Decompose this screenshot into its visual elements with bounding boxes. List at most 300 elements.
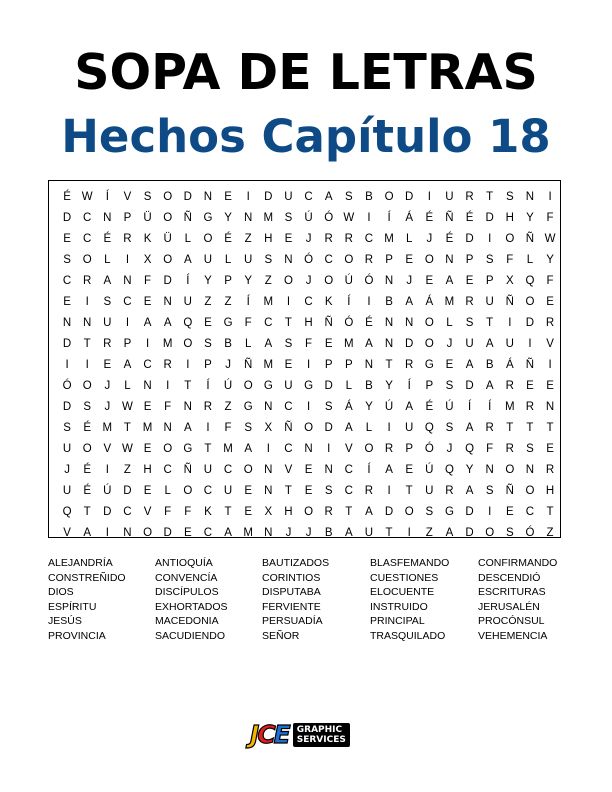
grid-cell: U	[364, 527, 374, 539]
grid-cell: N	[62, 317, 72, 329]
grid-cell: U	[465, 338, 474, 350]
grid-cell: O	[364, 443, 374, 455]
grid-cell: N	[103, 212, 112, 224]
grid-cell: R	[405, 359, 414, 371]
grid-cell: E	[284, 359, 293, 371]
grid-cell: R	[545, 464, 555, 476]
grid-cell: F	[506, 254, 514, 266]
grid-cell: E	[526, 380, 534, 392]
grid-row	[49, 481, 560, 502]
grid-cell: A	[344, 422, 353, 434]
grid-cell: S	[485, 485, 494, 497]
word-list-item: CONSTREÑIDO	[48, 571, 126, 584]
grid-row	[49, 439, 560, 460]
grid-cell: Ó	[525, 527, 535, 539]
grid-cell: F	[546, 212, 554, 224]
grid-cell: J	[64, 464, 70, 476]
word-list-item: PROCÓNSUL	[478, 615, 545, 627]
grid-cell: E	[143, 485, 152, 497]
grid-cell: J	[305, 275, 312, 287]
grid-cell: I	[186, 359, 190, 371]
grid-cell: F	[164, 506, 172, 518]
grid-cell: A	[163, 317, 172, 329]
word-list-item: PERSUADÍA	[262, 615, 323, 627]
grid-cell: Ñ	[505, 485, 514, 497]
grid-cell: Ñ	[183, 212, 192, 224]
grid-cell: S	[425, 506, 434, 518]
grid-cell: M	[263, 359, 274, 371]
grid-cell: P	[224, 275, 232, 287]
grid-cell: S	[526, 443, 534, 455]
grid-cell: J	[426, 233, 433, 245]
page-title: SOPA DE LETRAS	[74, 44, 538, 101]
grid-cell: I	[145, 338, 150, 350]
grid-cell: X	[143, 254, 152, 266]
grid-cell: Ñ	[445, 212, 454, 224]
grid-row	[49, 355, 560, 376]
grid-cell: Á	[505, 359, 514, 371]
grid-cell: U	[223, 485, 233, 497]
grid-cell: Í	[387, 212, 391, 224]
grid-cell: Y	[244, 275, 253, 287]
grid-cell: C	[143, 359, 152, 371]
grid-cell: A	[465, 422, 474, 434]
grid-cell: É	[224, 233, 232, 245]
word-list-item: ESCRITURAS	[478, 586, 546, 598]
grid-cell: N	[284, 254, 293, 266]
grid-cell: V	[284, 464, 293, 476]
grid-cell: D	[405, 338, 414, 350]
grid-cell: I	[85, 359, 89, 371]
grid-cell: U	[445, 191, 454, 203]
grid-cell: I	[327, 443, 331, 455]
grid-cell: C	[324, 254, 333, 266]
grid-cell: A	[183, 422, 192, 434]
grid-cell: N	[143, 380, 152, 392]
grid-cell: H	[304, 317, 313, 329]
grid-cell: R	[324, 506, 333, 518]
grid-cell: E	[143, 296, 152, 308]
grid-cell: I	[548, 191, 552, 203]
grid-cell: I	[508, 317, 512, 329]
grid-cell: J	[305, 527, 312, 539]
grid-row	[49, 229, 560, 250]
grid-cell: N	[123, 527, 132, 539]
grid-cell: É	[83, 464, 92, 476]
grid-cell: S	[445, 422, 454, 434]
grid-cell: O	[424, 254, 434, 266]
grid-cell: N	[384, 317, 394, 329]
grid-cell: X	[264, 422, 273, 434]
grid-cell: C	[364, 233, 374, 245]
grid-row	[49, 208, 560, 229]
grid-cell: V	[546, 338, 554, 350]
grid-row	[49, 523, 560, 544]
grid-cell: P	[405, 443, 414, 455]
grid-cell: D	[324, 422, 333, 434]
grid-cell: O	[163, 212, 173, 224]
grid-cell: T	[224, 506, 232, 518]
grid-cell: A	[344, 527, 353, 539]
grid-cell: C	[123, 296, 132, 308]
grid-cell: I	[306, 401, 311, 413]
word-list-item: DIOS	[48, 586, 74, 598]
grid-cell: O	[82, 254, 92, 266]
grid-cell: N	[485, 464, 494, 476]
grid-cell: Í	[367, 464, 371, 476]
grid-cell: S	[284, 212, 293, 224]
grid-cell: É	[445, 233, 454, 245]
grid-cell: N	[445, 254, 454, 266]
grid-cell: N	[163, 296, 172, 308]
grid-cell: W	[122, 443, 133, 455]
grid-cell: D	[123, 485, 132, 497]
grid-cell: U	[183, 296, 192, 308]
grid-cell: Á	[405, 212, 414, 224]
logo-text	[293, 723, 350, 747]
grid-cell: I	[548, 359, 552, 371]
grid-cell: O	[485, 527, 495, 539]
grid-cell: Ñ	[505, 296, 514, 308]
grid-cell: Ñ	[244, 359, 253, 371]
grid-cell: B	[485, 359, 494, 371]
grid-cell: E	[425, 275, 434, 287]
grid-cell: O	[243, 380, 253, 392]
grid-cell: P	[465, 254, 474, 266]
grid-cell: G	[263, 380, 273, 392]
grid-cell: A	[465, 359, 474, 371]
grid-cell: E	[405, 464, 414, 476]
grid-cell: A	[103, 275, 112, 287]
grid-cell: R	[384, 443, 394, 455]
grid-cell: F	[546, 275, 554, 287]
grid-cell: F	[486, 443, 494, 455]
grid-cell: Ñ	[525, 233, 535, 245]
grid-cell: D	[324, 380, 333, 392]
grid-cell: O	[525, 296, 535, 308]
grid-cell: A	[465, 485, 474, 497]
grid-cell: A	[405, 296, 414, 308]
grid-cell: Y	[546, 254, 554, 266]
grid-cell: É	[425, 401, 434, 413]
grid-cell: I	[246, 191, 250, 203]
grid-cell: E	[63, 296, 71, 308]
grid-cell: G	[304, 380, 314, 392]
grid-cell: D	[163, 527, 172, 539]
grid-cell: Q	[62, 506, 72, 518]
grid-cell: D	[525, 317, 535, 329]
grid-cell: I	[105, 464, 109, 476]
word-list-item: BLASFEMANDO	[370, 557, 450, 569]
word-list-item: EXHORTADOS	[155, 600, 228, 613]
grid-cell: L	[224, 254, 232, 266]
grid-cell: I	[387, 422, 391, 434]
grid-cell: E	[465, 275, 474, 287]
grid-cell: R	[83, 275, 92, 287]
grid-cell: A	[83, 527, 92, 539]
grid-cell: C	[123, 506, 132, 518]
grid-cell: Ú	[103, 485, 112, 497]
grid-cell: E	[505, 506, 514, 518]
grid-cell: O	[505, 464, 515, 476]
grid-cell: E	[224, 191, 232, 203]
grid-cell: É	[465, 212, 474, 224]
grid-cell: N	[264, 527, 273, 539]
grid-cell: I	[306, 359, 311, 371]
word-list-item: CONVENCÍA	[155, 571, 218, 584]
grid-row	[49, 334, 560, 355]
logo-line-2: SERVICES	[296, 735, 346, 745]
grid-cell: Z	[204, 296, 212, 308]
grid-cell: D	[485, 212, 494, 224]
grid-cell: R	[324, 233, 333, 245]
grid-cell: R	[203, 401, 213, 413]
grid-cell: A	[385, 464, 393, 476]
grid-cell: T	[284, 485, 292, 497]
grid-cell: Í	[407, 380, 411, 392]
grid-cell: U	[62, 443, 72, 455]
grid-cell: F	[224, 422, 232, 434]
grid-cell: Y	[204, 275, 212, 287]
grid-cell: U	[425, 485, 434, 497]
grid-cell: H	[505, 212, 514, 224]
grid-cell: T	[385, 527, 393, 539]
grid-cell: M	[102, 422, 113, 434]
grid-cell: D	[62, 401, 72, 413]
grid-row	[49, 376, 560, 397]
grid-cell: S	[505, 191, 514, 203]
grid-cell: S	[324, 401, 333, 413]
grid-cell: S	[143, 191, 152, 203]
grid-cell: Ó	[304, 254, 314, 266]
grid-cell: É	[365, 317, 373, 329]
grid-cell: D	[103, 506, 112, 518]
grid-cell: Y	[224, 212, 232, 224]
grid-cell: M	[142, 422, 153, 434]
word-list	[48, 556, 578, 643]
grid-cell: L	[164, 485, 171, 497]
grid-cell: O	[404, 506, 414, 518]
grid-cell: H	[264, 233, 273, 245]
word-list-item: VEHEMENCIA	[478, 629, 548, 642]
grid-cell: L	[104, 254, 111, 266]
grid-cell: U	[203, 464, 213, 476]
grid-cell: I	[286, 296, 291, 308]
grid-cell: C	[284, 401, 293, 413]
grid-cell: I	[206, 422, 210, 434]
grid-cell: K	[143, 233, 152, 245]
grid-cell: E	[546, 296, 554, 308]
grid-cell: S	[324, 485, 333, 497]
grid-cell: C	[304, 191, 313, 203]
grid-cell: Z	[264, 275, 272, 287]
grid-cell: V	[63, 527, 71, 539]
grid-cell: T	[546, 422, 554, 434]
grid-cell: W	[343, 212, 355, 224]
grid-cell: Ñ	[183, 464, 192, 476]
grid-cell: S	[344, 191, 353, 203]
grid-cell: Í	[246, 296, 250, 308]
grid-cell: W	[122, 401, 133, 413]
grid-cell: D	[62, 212, 72, 224]
grid-cell: R	[505, 380, 514, 392]
grid-cell: C	[83, 212, 92, 224]
page-subtitle: Hechos Capítulo 18	[61, 110, 551, 163]
grid-cell: Í	[347, 296, 351, 308]
grid-cell: H	[545, 485, 555, 497]
grid-cell: Í	[467, 401, 472, 413]
grid-cell: Á	[344, 401, 353, 413]
grid-cell: D	[384, 506, 394, 518]
grid-cell: W	[544, 233, 556, 245]
grid-cell: J	[285, 527, 292, 539]
grid-cell: X	[505, 275, 514, 287]
word-list-item: DESCENDIÓ	[478, 571, 541, 584]
grid-cell: U	[203, 254, 213, 266]
grid-cell: I	[105, 527, 109, 539]
grid-cell: N	[264, 401, 273, 413]
grid-cell: Í	[186, 275, 190, 287]
grid-cell: R	[123, 233, 132, 245]
grid-cell: J	[406, 275, 413, 287]
grid-cell: R	[525, 401, 535, 413]
word-list-item: DISPUTABA	[262, 586, 321, 598]
grid-cell: P	[204, 359, 212, 371]
grid-cell: G	[424, 359, 434, 371]
grid-cell: P	[485, 275, 494, 287]
grid-cell: T	[204, 443, 212, 455]
grid-cell: I	[387, 485, 391, 497]
grid-row	[49, 250, 560, 271]
grid-cell: Ñ	[525, 359, 535, 371]
grid-cell: Ó	[324, 212, 334, 224]
grid-cell: N	[384, 338, 394, 350]
grid-cell: O	[344, 254, 354, 266]
grid-cell: F	[144, 275, 152, 287]
grid-cell: I	[266, 443, 270, 455]
word-list-item: DISCÍPULOS	[155, 586, 219, 598]
grid-cell: R	[445, 485, 454, 497]
grid-cell: Ó	[62, 380, 72, 392]
grid-cell: I	[85, 296, 89, 308]
grid-cell: A	[445, 527, 454, 539]
grid-cell: Ó	[364, 275, 374, 287]
grid-cell: T	[345, 506, 353, 518]
grid-cell: Z	[224, 401, 232, 413]
grid-cell: A	[244, 443, 253, 455]
grid-cell: R	[545, 317, 555, 329]
grid-cell: S	[63, 422, 71, 434]
grid-cell: G	[223, 317, 233, 329]
grid-cell: O	[163, 443, 173, 455]
grid-cell: C	[344, 464, 353, 476]
grid-cell: T	[506, 422, 514, 434]
grid-cell: B	[224, 338, 232, 350]
grid-cell: E	[143, 443, 152, 455]
grid-cell: D	[465, 233, 474, 245]
grid-cell: E	[204, 317, 212, 329]
grid-cell: I	[125, 254, 130, 266]
grid-cell: N	[304, 443, 313, 455]
grid-cell: L	[365, 422, 373, 434]
grid-cell: O	[283, 275, 293, 287]
grid-cell: L	[446, 317, 453, 329]
grid-cell: U	[505, 338, 514, 350]
grid-cell: R	[364, 254, 374, 266]
grid-cell: M	[162, 338, 173, 350]
grid-cell: D	[264, 191, 273, 203]
grid-cell: S	[465, 317, 474, 329]
word-list-item: ESPÍRITU	[48, 600, 97, 613]
grid-cell: D	[62, 338, 72, 350]
grid-cell: E	[63, 233, 71, 245]
grid-cell: B	[365, 380, 373, 392]
grid-cell: N	[83, 317, 92, 329]
grid-cell: S	[63, 254, 71, 266]
grid-cell: C	[284, 443, 293, 455]
word-list-item: CUESTIONES	[370, 571, 439, 584]
grid-cell: T	[284, 317, 292, 329]
grid-cell: X	[264, 506, 273, 518]
grid-cell: M	[263, 296, 274, 308]
grid-cell: Í	[488, 401, 492, 413]
grid-cell: R	[505, 443, 514, 455]
grid-cell: Ú	[344, 275, 353, 287]
grid-row	[49, 397, 560, 418]
grid-cell: D	[465, 506, 474, 518]
word-list-item: SEÑOR	[262, 629, 300, 642]
grid-cell: U	[62, 485, 72, 497]
grid-cell: O	[384, 191, 394, 203]
grid-cell: N	[525, 191, 535, 203]
grid-cell: T	[486, 317, 494, 329]
grid-cell: D	[465, 380, 474, 392]
grid-row	[49, 292, 560, 313]
grid-cell: W	[81, 191, 93, 203]
grid-cell: M	[263, 212, 274, 224]
grid-cell: J	[104, 380, 111, 392]
grid-cell: U	[244, 254, 253, 266]
grid-cell: L	[124, 380, 131, 392]
grid-cell: Y	[526, 212, 534, 224]
grid-cell: Z	[546, 527, 554, 539]
grid-cell: A	[485, 338, 494, 350]
grid-cell: I	[367, 296, 371, 308]
logo-mark	[250, 720, 289, 750]
logo-letter-c: C	[257, 720, 274, 749]
grid-cell: E	[183, 527, 192, 539]
word-list-item: INSTRUIDO	[370, 600, 428, 613]
grid-cell: T	[385, 359, 393, 371]
grid-cell: Ü	[143, 212, 152, 224]
grid-cell: T	[405, 485, 413, 497]
grid-cell: E	[103, 359, 112, 371]
grid-cell: I	[65, 359, 69, 371]
logo-letter-e: E	[273, 720, 289, 749]
grid-cell: S	[445, 380, 454, 392]
grid-cell: O	[82, 443, 92, 455]
grid-cell: E	[445, 359, 454, 371]
grid-cell: I	[488, 506, 492, 518]
word-list-item: ANTIOQUÍA	[155, 557, 213, 569]
grid-cell: P	[123, 212, 132, 224]
grid-cell: Ñ	[284, 422, 293, 434]
grid-row	[49, 187, 560, 208]
grid-cell: Ó	[344, 317, 354, 329]
grid-row	[49, 460, 560, 481]
grid-cell: E	[546, 443, 554, 455]
grid-cell: U	[405, 422, 414, 434]
